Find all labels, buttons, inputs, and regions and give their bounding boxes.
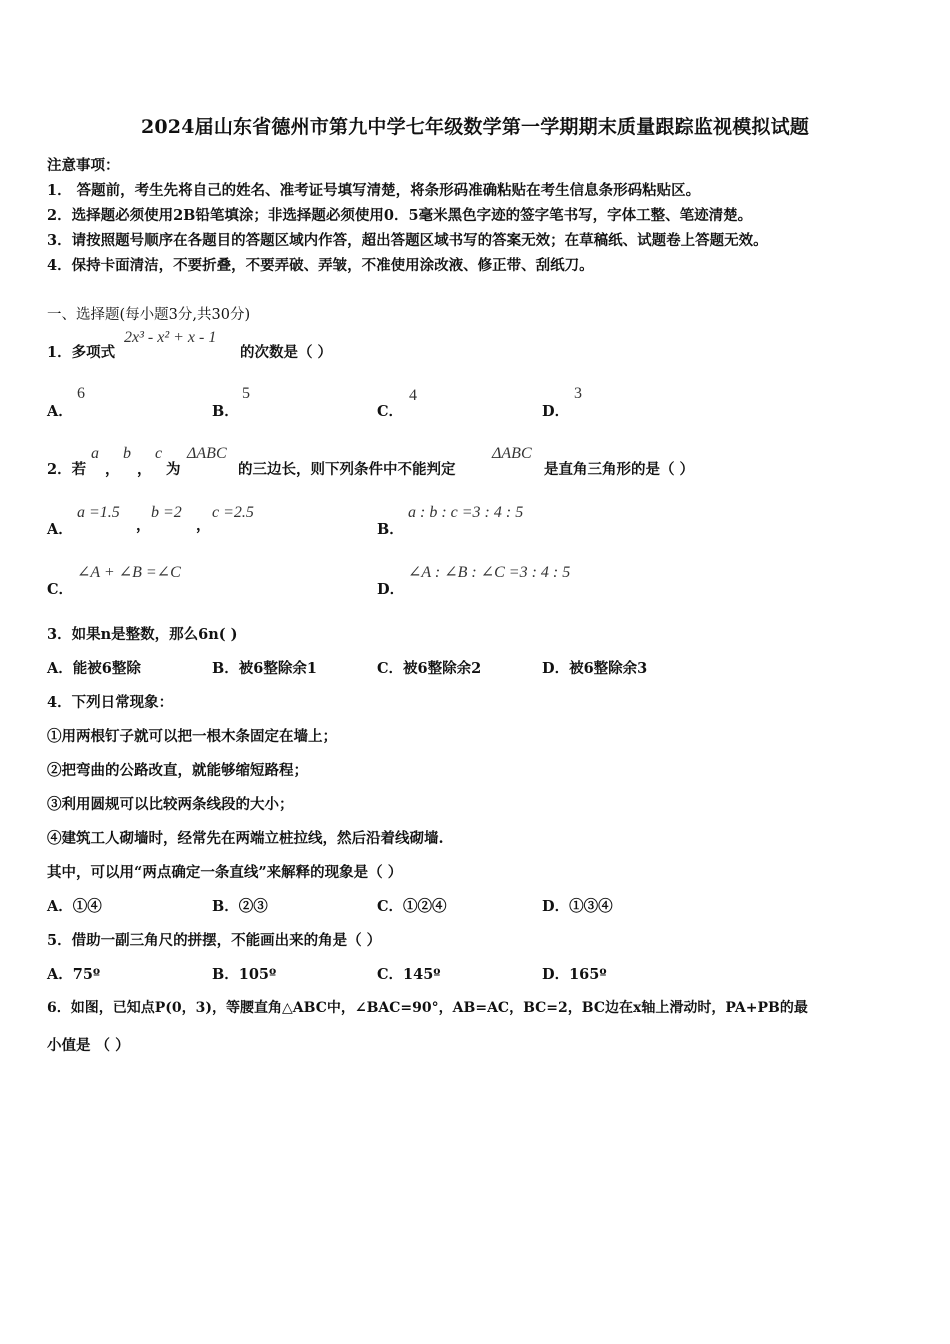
question-3-stem: 3．如果n是整数，那么6n( )	[47, 626, 238, 643]
question-4-stem: 4．下列日常现象：	[47, 694, 174, 711]
q2-var-b: b	[123, 445, 131, 462]
q2-option-a-label: A．	[47, 521, 73, 538]
q4-option-b: B．②③	[212, 898, 268, 915]
question-5-stem: 5．借助一副三角尺的拼摆，不能画出来的角是（ ）	[47, 932, 382, 949]
q2-sep: ，	[105, 461, 120, 478]
q4-item: ③利用圆规可以比较两条线段的大小；	[47, 796, 294, 813]
q2-triangle: ΔABC	[187, 445, 227, 462]
q2-sep: ，	[136, 517, 151, 534]
q1-option-c-value: 4	[409, 387, 417, 404]
question-1-suffix: 的次数是（ ）	[240, 344, 333, 361]
q2-var-a: a	[91, 445, 99, 462]
q2-text: 的三边长，则下列条件中不能判定	[238, 461, 456, 478]
notice-item: 2．选择题必须使用2B铅笔填涂；非选择题必须使用0．5毫米黑色字迹的签字笔书写，字体工整、笔迹清楚。	[47, 207, 753, 224]
q4-option-c: C．①②④	[377, 898, 447, 915]
q2-var-c: c	[155, 445, 163, 462]
q2-option-a-part: c =2.5	[212, 504, 254, 521]
q4-item: ①用两根钉子就可以把一根木条固定在墙上；	[47, 728, 337, 745]
notice-item: 3．请按照题号顺序在各题目的答题区域内作答，超出答题区域书写的答案无效；在草稿纸、试题卷上答题无效。	[47, 232, 768, 249]
q2-sep: ，	[137, 461, 152, 478]
q4-item: ②把弯曲的公路改直，就能够缩短路程；	[47, 762, 308, 779]
question-1-formula: 2x³ - x² + x - 1	[124, 329, 217, 346]
q3-option-b: B．被6整除余1	[212, 660, 317, 677]
notice-item: 1． 答题前，考生先将自己的姓名、准考证号填写清楚，将条形码准确粘贴在考生信息条形码粘贴区。	[47, 182, 701, 199]
q3-option-c: C．被6整除余2	[377, 660, 482, 677]
q1-option-d-label: D．	[542, 403, 570, 420]
q1-option-b-label: B．	[212, 403, 239, 420]
q2-option-b: a : b : c =3 : 4 : 5	[408, 504, 524, 521]
q5-option-a: A．75º	[47, 966, 101, 983]
q1-option-c-label: C．	[377, 403, 404, 420]
q1-option-a-value: 6	[77, 385, 85, 402]
q2-option-a-part: b =2	[151, 504, 182, 521]
q2-option-c-label: C．	[47, 581, 74, 598]
q2-triangle: ΔABC	[492, 445, 532, 462]
q2-sep: ，	[196, 517, 211, 534]
notice-heading: 注意事项：	[47, 157, 120, 174]
question-6-line: 6．如图，已知点P(0，3)，等腰直角△ABC中，∠BAC=90°，AB=AC，BC=2，BC边在x轴上滑动时，PA+PB的最	[47, 1000, 808, 1016]
page-title: 2024届山东省德州市第九中学七年级数学第一学期期末质量跟踪监视模拟试题	[140, 116, 810, 138]
q5-option-d: D．165º	[542, 966, 607, 983]
q3-option-d: D．被6整除余3	[542, 660, 648, 677]
q2-option-d: ∠A : ∠B : ∠C =3 : 4 : 5	[408, 564, 571, 581]
q5-option-c: C．145º	[377, 966, 441, 983]
q1-option-d-value: 3	[574, 385, 582, 402]
notice-item: 4．保持卡面清洁，不要折叠，不要弄破、弄皱，不准使用涂改液、修正带、刮纸刀。	[47, 257, 594, 274]
q4-question: 其中，可以用“两点确定一条直线”来解释的现象是（ ）	[47, 864, 403, 881]
q2-option-d-label: D．	[377, 581, 405, 598]
question-2-prefix: 2．若	[47, 461, 87, 478]
q3-option-a: A．能被6整除	[47, 660, 141, 677]
q5-option-b: B．105º	[212, 966, 277, 983]
q1-option-a-label: A．	[47, 403, 73, 420]
q4-item: ④建筑工人砌墙时，经常先在两端立桩拉线，然后沿着线砌墙.	[47, 830, 444, 847]
q2-text: 为	[166, 461, 181, 478]
question-1-prefix: 1．多项式	[47, 344, 116, 361]
q2-option-a-part: a =1.5	[77, 504, 120, 521]
q1-option-b-value: 5	[242, 385, 250, 402]
question-6-line: 小值是 （ ）	[47, 1037, 130, 1054]
q2-text: 是直角三角形的是（ ）	[544, 461, 695, 478]
q4-option-a: A．①④	[47, 898, 102, 915]
q2-option-b-label: B．	[377, 521, 404, 538]
q4-option-d: D．①③④	[542, 898, 613, 915]
section-heading: 一、选择题(每小题3分,共30分)	[47, 307, 251, 323]
q2-option-c: ∠A + ∠B =∠C	[77, 564, 181, 581]
